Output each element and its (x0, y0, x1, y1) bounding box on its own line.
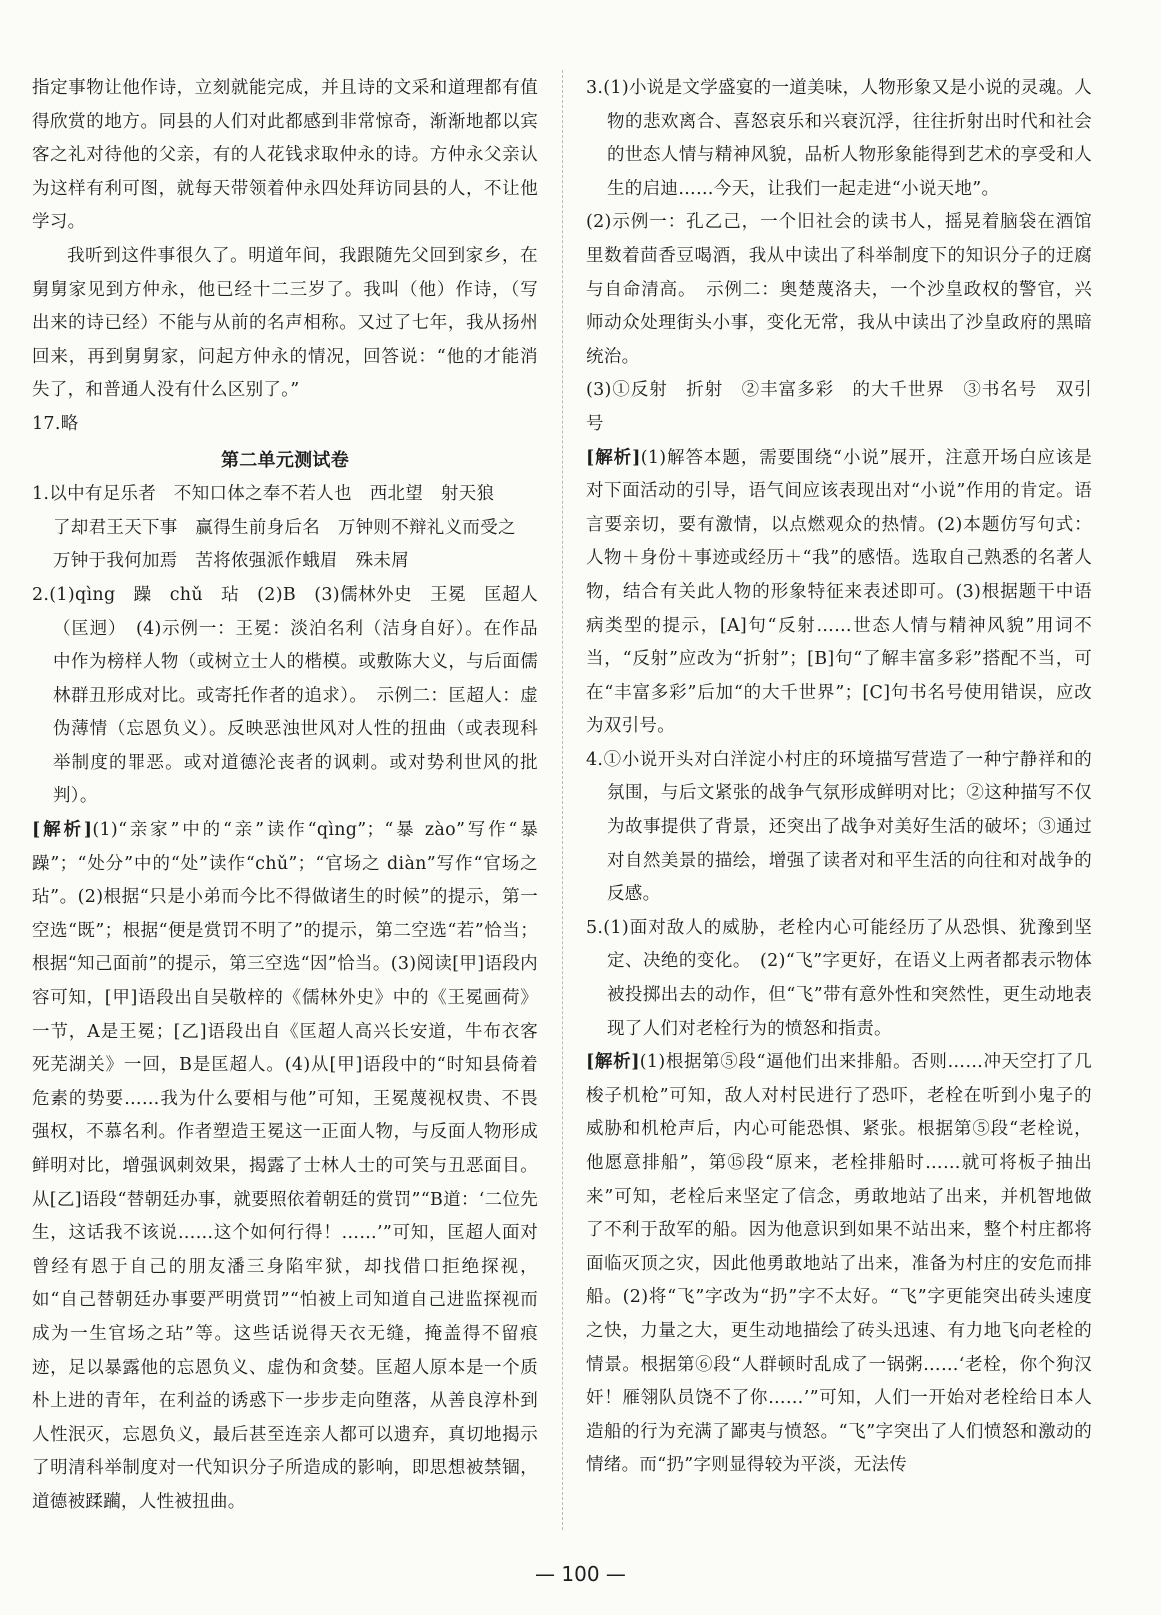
analysis-3-text: (1)解答本题，需要围绕“小说”展开，注意开场白应该是对下面活动的引导，语气间应该表现出对“小说”作用的肯定。语言要亲切，要有激情，以点燃观众的热情。(2)本题仿写句式：人物＋身份＋事迹或经历＋“我”的感悟。选取自己熟悉的名著人物，结合有关此人物的形象特征来表述即可。(3)根据题干中语病类型的提示，[A]句“反射……世态人情与精神风貌”用词不当，“反射”应改为“折射”；[B]句“了解丰富多彩”搭配不当，可在“丰富多彩”后加“的大千世界”；[C]句书名号使用错误，应改为双引号。 (586, 447, 1092, 737)
answer-1-line-1: 1.以中有足乐者 不知口体之奉不若人也 西北望 射天狼 (32, 484, 495, 505)
analysis-2-text: (1)“亲家”中的“亲”读作“qìng”；“暴 zào”写作“暴躁”；“处分”中的“处”读作“chǔ”；“官场之 diàn”写作“官场之玷”。(2)根据“只是小弟而今比不得做诸生的时候”的提示，第一空选“既”；根据“便是赏罚不明了”的提示，第二空选“若”恰当；根据“知己面前”的提示，第三空选“因”恰当。(3)阅读[甲]语段内容可知，[甲]语段出自吴敬梓的《儒林外史》中的《王冕画荷》一节，A是王冕；[乙]语段出自《匡超人高兴长安道，牛布衣客死芜湖关》一回，B是匡超人。(4)从[甲]语段中的“时知县倚着危素的势要……我为什么要相与他”可知，王冕蔑视权贵、不畏强权，不慕名利。作者塑造王冕这一正面人物，与反面人物形成鲜明对比，增强讽刺效果，揭露了士林人士的可笑与丑恶面目。从[乙]语段“替朝廷办事，就要照依着朝廷的赏罚”“B道：‘二位先生，这话我不该说……这个如何行得！……’”可知，匡超人面对曾经有恩于自己的朋友潘三身陷牢狱，却找借口拒绝探视，如“自己替朝廷办事要严明赏罚”“怕被上司知道自己进监探视而成为一生官场之玷”等。这些话说得天衣无缝，掩盖得不留痕迹，足以暴露他的忘恩负义、虚伪和贪婪。匡超人原本是一个质朴上进的青年，在利益的诱惑下一步步走向堕落，从善良淳朴到人性泯灭，忘恩负义，最后甚至连亲人都可以遗弃，真切地揭示了明清科举制度对一代知识分子所造成的影响，即思想被禁锢，道德被蹂躏，人性被扭曲。 (32, 820, 539, 1512)
answer-3-part-3: (3)①反射 折射 ②丰富多彩 的大千世界 ③书名号 双引号 (586, 380, 1092, 434)
answer-2: 2.(1)qìng 躁 chǔ 玷 (2)B (3)儒林外史 王冕 匡超人（匡迥） (4)示例一：王冕：淡泊名利（洁身自好）。在作品中作为榜样人物（或树立士人的楷模。或敷陈大义，与后面儒林群丑形成对比。或寄托作者的追求）。 示例二：匡超人：虚伪薄情（忘恩负义）。反映恶浊世风对人性的扭曲（或表现科举制度的罪恶。或对道德沦丧者的讽刺。或对势利世风的批判）。 (32, 584, 538, 807)
answer-4: 4.①小说开头对白洋淀小村庄的环境描写营造了一种宁静祥和的氛围，与后文紧张的战争气氛形成鲜明对比；②这种描写不仅为故事提供了背景，还突出了战争对美好生活的破坏；③通过对自然美景的描绘，增强了读者对和平生活的向往和对战争的反感。 (586, 749, 1092, 905)
analysis-2 (32, 814, 538, 1519)
translation-paragraph-1: 指定事物让他作诗，立刻就能完成，并且诗的文采和道理都有值得欣赏的地方。同县的人们对此都感到非常惊奇，渐渐地都以宾客之礼对待他的父亲，有的人花钱求取仲永的诗。方仲永父亲认为这样有利可图，就每天带领着仲永四处拜访同县的人，不让他学习。 (32, 78, 538, 233)
answer-3-part-1: 3.(1)小说是文学盛宴的一道美味，人物形象又是小说的灵魂。人物的悲欢离合、喜怒哀乐和兴衰沉浮，往往折射出时代和社会的世态人情与精神风貌，品析人物形象能得到艺术的享受和人生的启迪……今天，让我们一起走进“小说天地”。 (586, 78, 1092, 199)
section-title: 第二单元测试卷 (220, 449, 350, 471)
analysis-5 (586, 1046, 1092, 1483)
answer-1-line-3: 万钟于我何加焉 苦将侬强派作蛾眉 殊未屑 (53, 551, 409, 572)
answer-1-line-2: 了却君王天下事 赢得生前身后名 万钟则不辩礼义而受之 (53, 517, 516, 538)
analysis-tag: [解析] (32, 820, 93, 841)
analysis-tag: [解析] (586, 447, 641, 468)
left-column (32, 72, 538, 1520)
answer-3-part-2: (2)示例一：孔乙己，一个旧社会的读书人，摇晃着脑袋在酒馆里数着茴香豆喝酒，我从中读出了科举制度下的知识分子的迂腐与自命清高。 示例二：奥楚蔑洛夫，一个沙皇政权的警官，兴师动众处理街头小事，变化无常，我从中读出了沙皇政府的黑暗统治。 (586, 212, 1092, 367)
answer-17: 17.略 (32, 413, 79, 434)
analysis-3 (586, 442, 1092, 744)
answer-5: 5.(1)面对敌人的威胁，老栓内心可能经历了从恐惧、犹豫到坚定、决绝的变化。 (2)“飞”字更好，在语义上两者都表示物体被投掷出去的动作，但“飞”带有意外性和突然性，更生动地表现了人们对老栓行为的愤怒和指责。 (586, 917, 1092, 1039)
column-divider (562, 70, 563, 1530)
right-column (586, 72, 1092, 1483)
translation-paragraph-2: 我听到这件事很久了。明道年间，我跟随先父回到家乡，在舅舅家见到方仲永，他已经十二三岁了。我叫（他）作诗，（写出来的诗已经）不能与从前的名声相称。又过了七年，我从扬州回来，再到舅舅家，问起方仲永的情况，回答说：“他的才能消失了，和普通人没有什么区别了。” (32, 245, 538, 401)
analysis-5-text: (1)根据第⑤段“逼他们出来排船。否则……冲天空打了几梭子机枪”可知，敌人对村民进行了恐吓，老栓在听到小鬼子的威胁和机枪声后，内心可能恐惧、紧张。根据第⑤段“老栓说，他愿意排船”，第⑮段“原来，老栓排船时……就可将板子抽出来”可知，老栓后来坚定了信念，勇敢地站了出来，并机智地做了不利于敌军的船。因为他意识到如果不站出来，整个村庄都将面临灭顶之灾，因此他勇敢地站了出来，准备为村庄的安危而排船。(2)将“飞”字改为“扔”字不太好。“飞”字更能突出砖头速度之快，力量之大，更生动地描绘了砖头迅速、有力地飞向老栓的情景。根据第⑥段“人群顿时乱成了一锅粥……‘老栓，你个狗汉奸！雁翎队员饶不了你……’”可知，人们一开始对老栓给日本人造船的行为充满了鄙夷与愤怒。“飞”字突出了人们愤怒和激动的情绪。而“扔”字则显得较为平淡，无法传 (586, 1052, 1092, 1476)
page-number: — 100 — (535, 1562, 626, 1586)
analysis-tag: [解析] (586, 1052, 640, 1073)
